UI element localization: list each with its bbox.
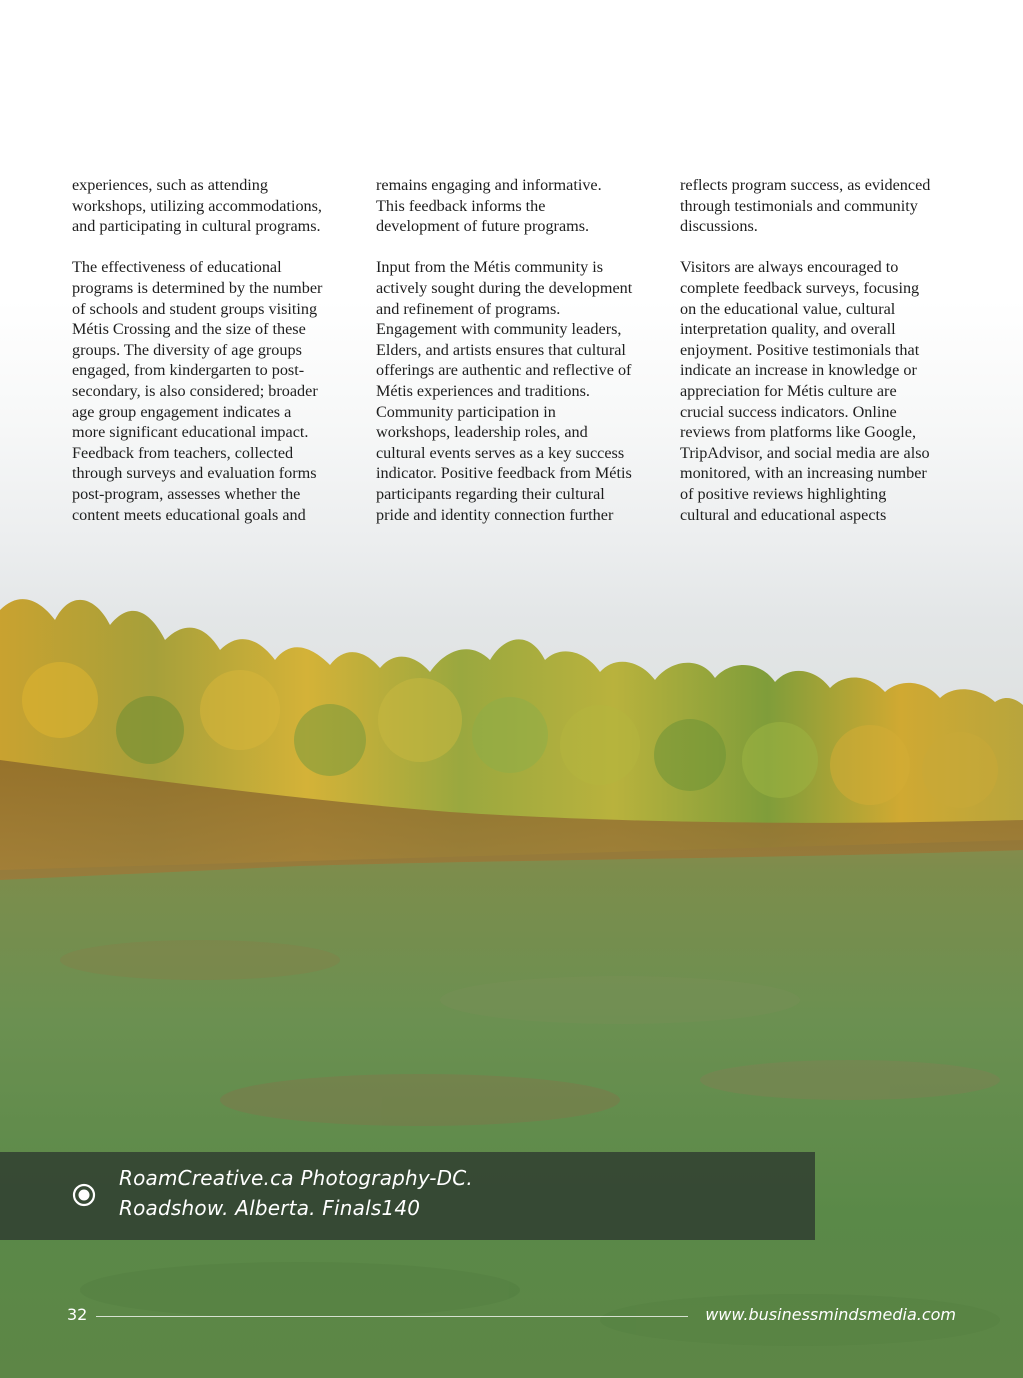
article-column-2 (376, 175, 664, 546)
paragraph: reflects program success, as evidenced through testimonials and community discussions. (680, 176, 931, 236)
article-body (72, 175, 962, 535)
caption-line-2: Roadshow. Alberta. Finals140 (119, 1196, 421, 1220)
article-column-3 (680, 175, 968, 546)
article-column-1 (72, 175, 360, 546)
paragraph: experiences, such as attending workshops, utilizing accommodations, and participating in cultural programs. (72, 176, 322, 236)
paragraph: Visitors are always encouraged to complete feedback surveys, focusing on the educational value, cultural interpretation quality, and overall enjoyment. Positive testimonials that indicate an increase in knowledge or appreciation for Métis culture are crucial success indicators. Online reviews from platforms like Google, TripAdvisor, and social media are also monitored, with an increasing number of positive reviews highlighting cultural and educational aspects (680, 258, 930, 524)
page-number: 32 (67, 1305, 88, 1324)
paragraph: remains engaging and informative. This feedback informs the development of future programs. (376, 176, 602, 236)
camera-lens-icon (72, 1183, 96, 1207)
footer-divider (96, 1316, 688, 1317)
paragraph: Input from the Métis community is actively sought during the development and refinement of programs. Engagement with community leaders, Elders, and artists ensures that cultural offerings are authentic and reflective of Métis experiences and traditions. Community participation in workshops, leadership roles, and cultural events serves as a key success indicator. Positive feedback from Métis participants regarding their cultural pride and identity connection further (376, 258, 633, 524)
footer-website-link[interactable]: www.businessmindsmedia.com (705, 1305, 956, 1324)
paragraph: The effectiveness of educational programs is determined by the number of schools and student groups visiting Métis Crossing and the size of these groups. The diversity of age groups engaged, from kindergarten to post- secondary, is also considered; broader age group engagement indicates a more significant educational impact. Feedback from teachers, collected through surveys and evaluation forms post-program, assesses whether the content meets educational goals and (72, 258, 323, 524)
photo-caption (119, 1163, 719, 1223)
caption-line-1: RoamCreative.ca Photography-DC. (119, 1166, 473, 1190)
